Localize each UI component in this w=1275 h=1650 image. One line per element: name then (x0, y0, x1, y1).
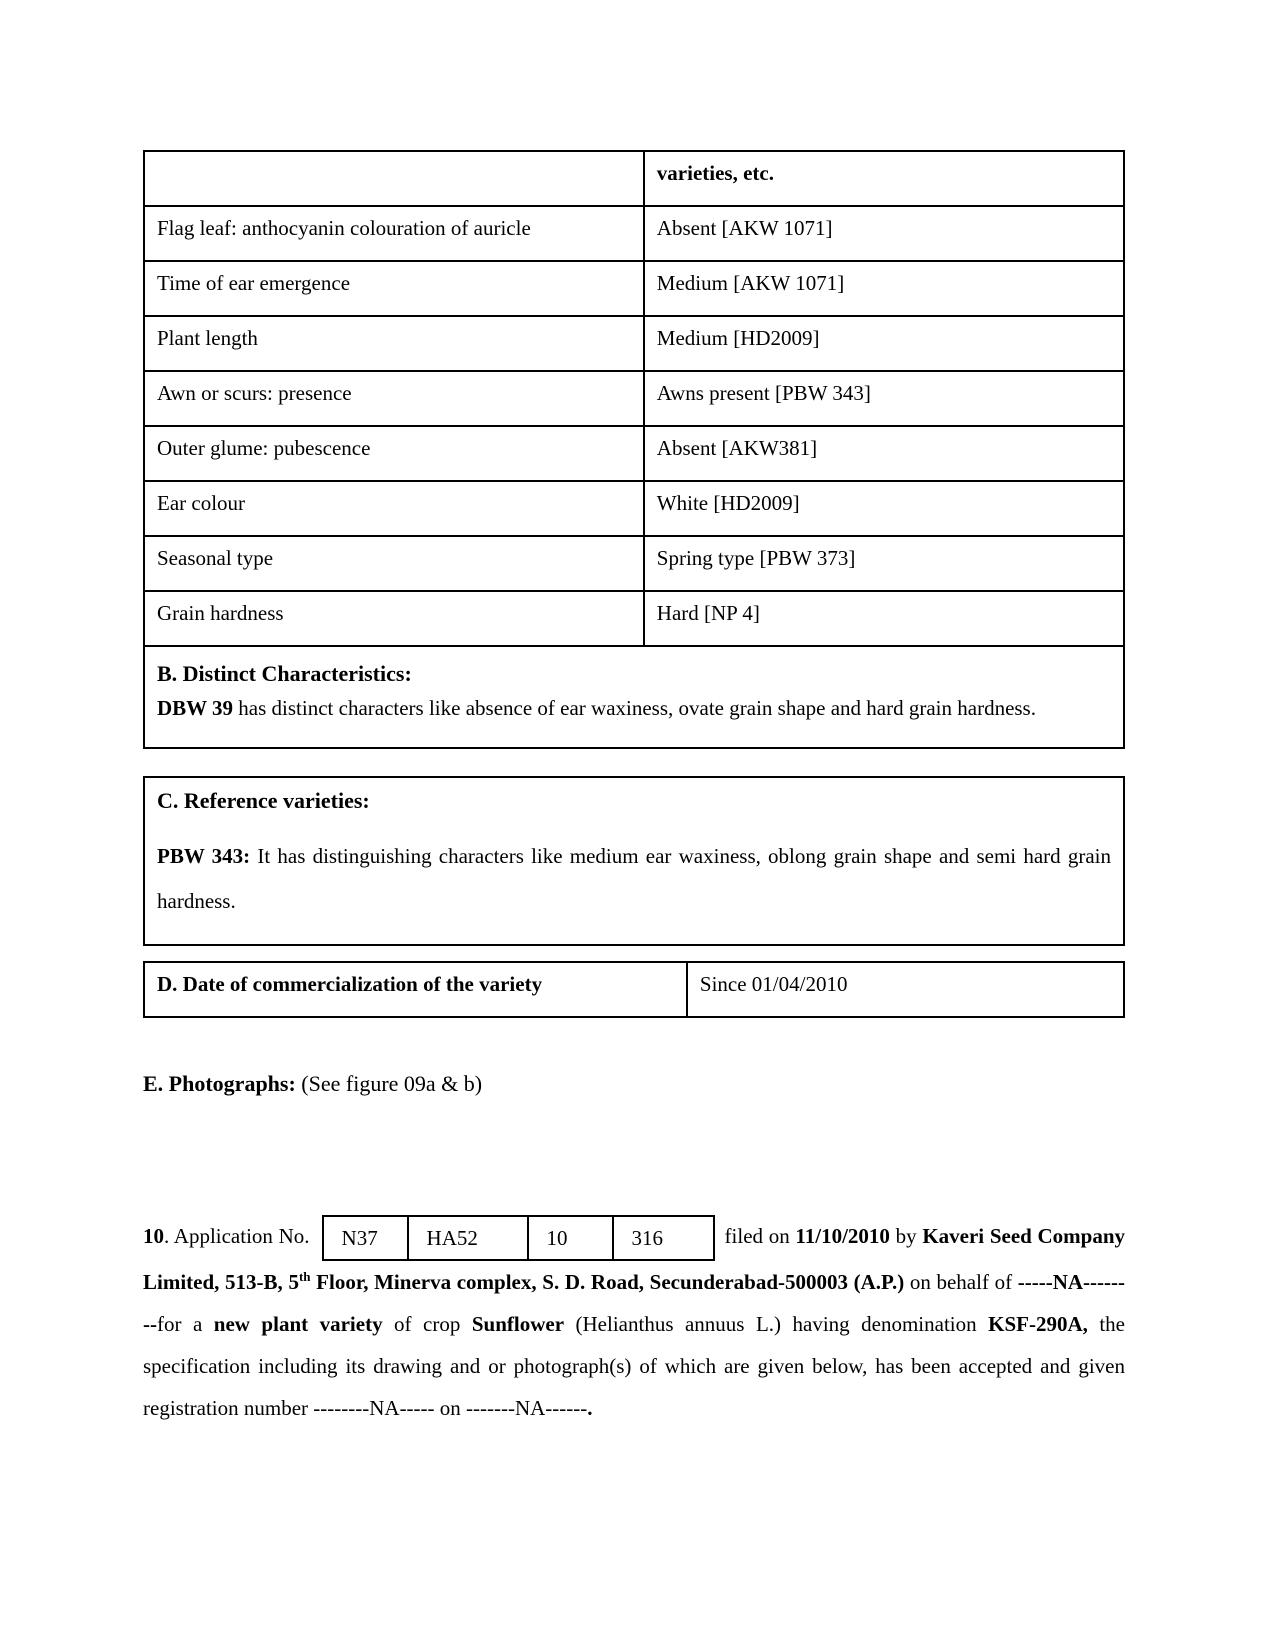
characteristic-value-cell: Medium [HD2009] (644, 316, 1124, 371)
characteristic-row (144, 536, 1124, 591)
distinct-characteristics-body: DBW 39 has distinct characters like absence of ear waxiness, ovate grain shape and hard grain hardness. (157, 696, 1036, 720)
application-number-row (323, 1216, 714, 1260)
characteristic-label-cell: Seasonal type (144, 536, 644, 591)
photographs-line (143, 1071, 1125, 1097)
application-number-cell: 10 (528, 1216, 613, 1260)
reference-varieties-heading: C. Reference varieties: (157, 788, 370, 813)
characteristic-value-cell: Absent [AKW 1071] (644, 206, 1124, 261)
commercialization-label-cell: D. Date of commercialization of the variety (144, 962, 687, 1017)
characteristic-row (144, 261, 1124, 316)
application-number-table (322, 1215, 715, 1261)
characteristic-value-cell: Medium [AKW 1071] (644, 261, 1124, 316)
commercialization-table (143, 961, 1125, 1018)
distinct-characteristics-heading: B. Distinct Characteristics: (157, 661, 412, 686)
commercialization-row (144, 962, 1124, 1017)
distinct-characteristics-cell (144, 646, 1124, 748)
application-number-cell: N37 (323, 1216, 408, 1260)
characteristics-header-row (144, 151, 1124, 206)
characteristic-label-cell: Plant length (144, 316, 644, 371)
characteristic-value-cell: White [HD2009] (644, 481, 1124, 536)
application-number-cell: HA52 (408, 1216, 528, 1260)
characteristic-label-cell: Ear colour (144, 481, 644, 536)
reference-varieties-body: PBW 343: It has distinguishing characters like medium ear waxiness, oblong grain shape and semi hard grain hardness. (157, 844, 1111, 913)
characteristic-value-cell: Absent [AKW381] (644, 426, 1124, 481)
characteristic-label-cell: Time of ear emergence (144, 261, 644, 316)
application-number-cell: 316 (613, 1216, 714, 1260)
characteristic-row (144, 591, 1124, 646)
page-content (143, 150, 1125, 1429)
application-details: filed on 11/10/2010 by Kaveri Seed Company Limited, 513-B, 5th Floor, Minerva complex, S. D. Road, Secunderabad-500003 (A.P.) on behalf of -----NA--------for a new plant variety of crop Sunflower (Helianthus annuus L.) having denomination KSF-290A, the specification including its drawing and or photograph(s) of which are given below, has been accepted and given registration number --------NA----- on -------NA------. (143, 1224, 1126, 1421)
characteristic-value-cell: Awns present [PBW 343] (644, 371, 1124, 426)
header-varieties-cell: varieties, etc. (644, 151, 1124, 206)
distinct-characteristics-row (144, 646, 1124, 748)
photographs-heading: E. Photographs: (143, 1071, 296, 1096)
application-paragraph (143, 1215, 1125, 1429)
characteristic-value-cell: Spring type [PBW 373] (644, 536, 1124, 591)
application-number-prefix: 10. Application No. (143, 1224, 310, 1248)
header-empty-cell (144, 151, 644, 206)
characteristic-value-cell: Hard [NP 4] (644, 591, 1124, 646)
characteristic-label-cell: Grain hardness (144, 591, 644, 646)
characteristic-row (144, 426, 1124, 481)
characteristics-table (143, 150, 1125, 749)
characteristic-label-cell: Flag leaf: anthocyanin colouration of auricle (144, 206, 644, 261)
photographs-note: (See figure 09a & b) (295, 1071, 483, 1096)
characteristic-row (144, 481, 1124, 536)
reference-varieties-box (143, 776, 1125, 946)
characteristic-row (144, 316, 1124, 371)
characteristic-label-cell: Outer glume: pubescence (144, 426, 644, 481)
characteristic-row (144, 371, 1124, 426)
characteristic-label-cell: Awn or scurs: presence (144, 371, 644, 426)
characteristic-row (144, 206, 1124, 261)
commercialization-value-cell: Since 01/04/2010 (687, 962, 1124, 1017)
